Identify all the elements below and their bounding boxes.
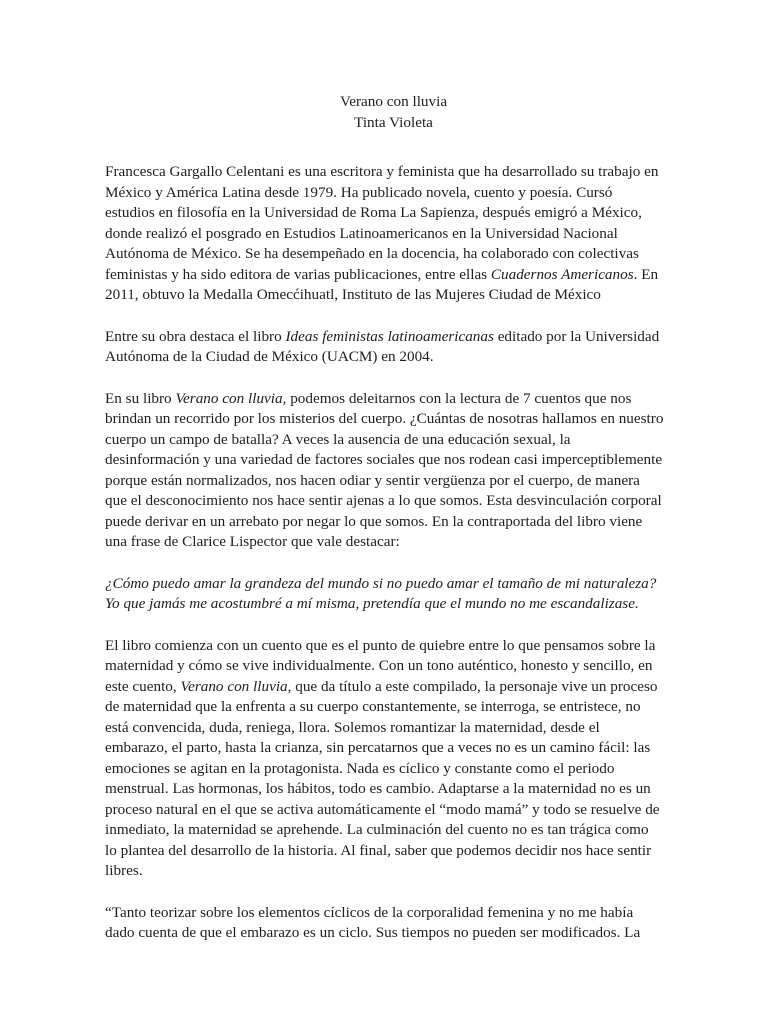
- italic-title: Ideas feministas latinoamericanas: [285, 327, 494, 345]
- text-run: Francesca Gargallo Celentani es una escritora y feminista que ha desarrollado su trabajo en México y América Latina desde 1979. Ha publicado novela, cuento y poesía. Cursó estudios en filosofía en la Universidad de Roma La Sapienza, después emigró a México, donde realizó el posgrado en Estudios Latinoamericanos en la Universidad Nacional Autónoma de México. Se ha desempeñado en la docencia, ha colaborado con colectivas feministas y ha sido editora de varias publicaciones, entre ellas: [105, 163, 659, 283]
- lispector-quote: ¿Cómo puedo amar la grandeza del mundo si no puedo amar el tamaño de mi naturaleza? Yo que jamás me acostumbré a mí misma, pretendía que el mundo no me escandalizase.: [105, 574, 657, 612]
- paragraph-first-story: [105, 636, 664, 882]
- text-run: , podemos deleitarnos con la lectura de 7 cuentos que nos brindan un recorrido por los misterios del cuerpo. ¿Cuántas de nosotras hallamos en nuestro cuerpo un campo de batalla? A veces la ausencia de una educación sexual, la desinformación y una variedad de factores sociales que nos rodean casi imperceptiblemente porque están normalizados, nos hacen odiar y sentir vergüenza por el cuerpo, de manera que el desconocimiento nos hace sentir ajenas a lo que somos. Esta desvinculación corporal puede derivar en un arrebato por negar lo que somos. En la contraportada del libro viene una frase de Clarice Lispector que vale destacar:: [105, 389, 664, 550]
- italic-title: Verano con lluvia: [180, 677, 288, 695]
- paragraph-notable-work: [105, 327, 664, 368]
- text-run: En su libro: [105, 389, 176, 407]
- paragraph-story-excerpt: “Tanto teorizar sobre los elementos cíclicos de la corporalidad femenina y no me había dado cuenta de que el embarazo es un ciclo. Sus tiempos no pueden ser modificados. La: [105, 903, 641, 941]
- italic-title: Verano con lluvia: [175, 389, 283, 407]
- text-run: Entre su obra destaca el libro: [105, 327, 286, 345]
- italic-title: Cuadernos Americanos: [490, 265, 634, 283]
- text-run: editado por la Universidad Autónoma de la Ciudad de México (UACM) en 2004.: [105, 327, 660, 365]
- document-subtitle: Tinta Violeta: [354, 113, 433, 131]
- text-run: El libro comienza con un cuento que es el punto de quiebre entre lo que pensamos sobre la maternidad y cómo se vive individualmente. Con un tono auténtico, honesto y sencillo, en este cuento,: [105, 636, 656, 695]
- paragraph-author-bio: [105, 162, 664, 306]
- paragraph-book-intro: [105, 389, 664, 553]
- document-heading: [123, 92, 664, 133]
- text-run: . En 2011, obtuvo la Medalla Omecćihuatl, Instituto de las Mujeres Ciudad de México: [105, 265, 659, 303]
- text-run: , que da título a este compilado, la personaje vive un proceso de maternidad que la enfrenta a su cuerpo constantemente, se interroga, se entristece, no está convencida, duda, reniega, llora. Solemos romantizar la maternidad, desde el embarazo, el parto, hasta la crianza, sin percatarnos que a veces no es un camino fácil: las emociones se agitan en la protagonista. Nada es cíclico y constante como el periodo menstrual. Las hormonas, los hábitos, todo es cambio. Adaptarse a la maternidad no es un proceso natural en el que se activa automáticamente el “modo mamá” y todo se resuelve de inmediato, la maternidad se aprehende. La culminación del cuento no es tan trágica como lo plantea del desarrollo de la historia. Al final, saber que podemos decidir nos hace sentir libres.: [105, 677, 660, 879]
- document-title: Verano con lluvia: [339, 93, 448, 110]
